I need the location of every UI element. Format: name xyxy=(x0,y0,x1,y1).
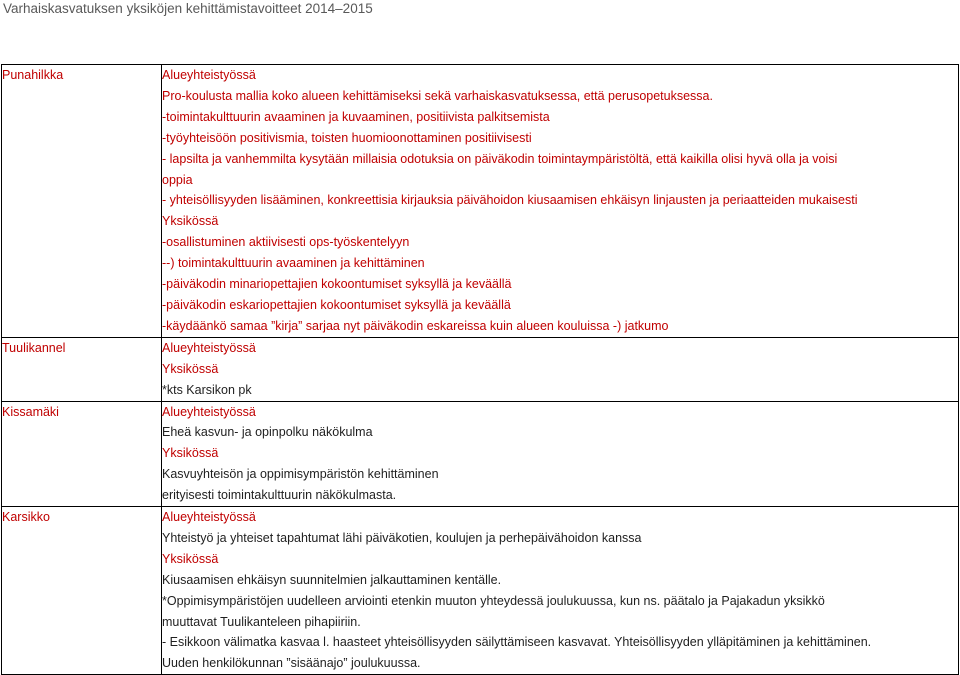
unit-content-karsikko xyxy=(162,507,959,675)
content-line: -käydäänkö samaa ”kirja” sarjaa nyt päiväkodin eskareissa kuin alueen kouluissa -) jatkumo xyxy=(162,318,669,333)
content-line: oppia xyxy=(162,172,193,187)
unit-name-tuulikannel: Tuulikannel xyxy=(2,337,162,401)
unit-content-punahilkka xyxy=(162,65,959,338)
content-line: - yhteisöllisyyden lisääminen, konkreettisia kirjauksia päivähoidon kiusaamisen ehkäisyn linjausten ja periaatteiden mukaisesti xyxy=(162,193,858,208)
content-line: Alueyhteistyössä xyxy=(162,340,256,355)
content-line: muuttavat Tuulikanteleen pihapiiriin. xyxy=(162,614,361,629)
unit-name-kissamaki: Kissamäki xyxy=(2,401,162,507)
content-line: Kasvuyhteisön ja oppimisympäristön kehittäminen xyxy=(162,467,439,482)
content-line: Pro-koulusta mallia koko alueen kehittämiseksi sekä varhaiskasvatuksessa, että perusopetuksessa. xyxy=(162,88,713,103)
content-line: Kiusaamisen ehkäisyn suunnitelmien jalkauttaminen kentälle. xyxy=(162,572,502,587)
table-row xyxy=(2,65,959,338)
content-line: -päiväkodin eskariopettajien kokoontumiset syksyllä ja keväällä xyxy=(162,297,511,312)
content-line: Yksikössä xyxy=(162,214,219,229)
content-line: - Esikkoon välimatka kasvaa l. haasteet yhteisöllisyyden säilyttämiseen kasvavat. Yhteisöllisyyden ylläpitäminen ja kehittäminen. xyxy=(162,635,872,650)
table-row xyxy=(2,337,959,401)
content-line: Yhteistyö ja yhteiset tapahtumat lähi päiväkotien, koulujen ja perhepäivähoidon kanssa xyxy=(162,530,642,545)
content-line: -osallistuminen aktiivisesti ops-työskentelyyn xyxy=(162,235,410,250)
table-row xyxy=(2,401,959,507)
content-line: --) toimintakulttuurin avaaminen ja kehittäminen xyxy=(162,256,425,271)
content-line: *kts Karsikon pk xyxy=(162,382,252,397)
unit-content-kissamaki xyxy=(162,401,959,507)
unit-content-tuulikannel xyxy=(162,337,959,401)
content-line: - lapsilta ja vanhemmilta kysytään millaisia odotuksia on päiväkodin toimintaympäristöltä, että kaikilla olisi hyvä olla ja voisi xyxy=(162,151,838,166)
content-line: -toimintakulttuurin avaaminen ja kuvaaminen, positiivista palkitsemista xyxy=(162,109,550,124)
development-goals-table xyxy=(1,64,959,675)
content-line: Uuden henkilökunnan ”sisäänajo” joulukuussa. xyxy=(162,656,421,671)
content-line: -päiväkodin minariopettajien kokoontumiset syksyllä ja keväällä xyxy=(162,277,512,292)
content-line: *Oppimisympäristöjen uudelleen arviointi etenkin muuton yhteydessä joulukuussa, kun ns. päätalo ja Pajakadun yksikkö xyxy=(162,593,825,608)
unit-name-karsikko: Karsikko xyxy=(2,507,162,675)
unit-name-punahilkka: Punahilkka xyxy=(2,65,162,338)
content-line: Yksikössä xyxy=(162,446,219,461)
content-line: Yksikössä xyxy=(162,361,219,376)
content-line: Alueyhteistyössä xyxy=(162,404,256,419)
content-line: erityisesti toimintakulttuurin näkökulmasta. xyxy=(162,488,397,503)
content-line: Alueyhteistyössä xyxy=(162,510,256,525)
content-line: -työyhteisöön positivismia, toisten huomioonottaminen positiivisesti xyxy=(162,130,532,145)
document-header: Varhaiskasvatuksen yksiköjen kehittämistavoitteet 2014–2015 xyxy=(3,1,373,16)
content-line: Eheä kasvun- ja opinpolku näkökulma xyxy=(162,425,373,440)
content-line: Yksikössä xyxy=(162,551,219,566)
content-line: Alueyhteistyössä xyxy=(162,68,256,82)
table-row xyxy=(2,507,959,675)
